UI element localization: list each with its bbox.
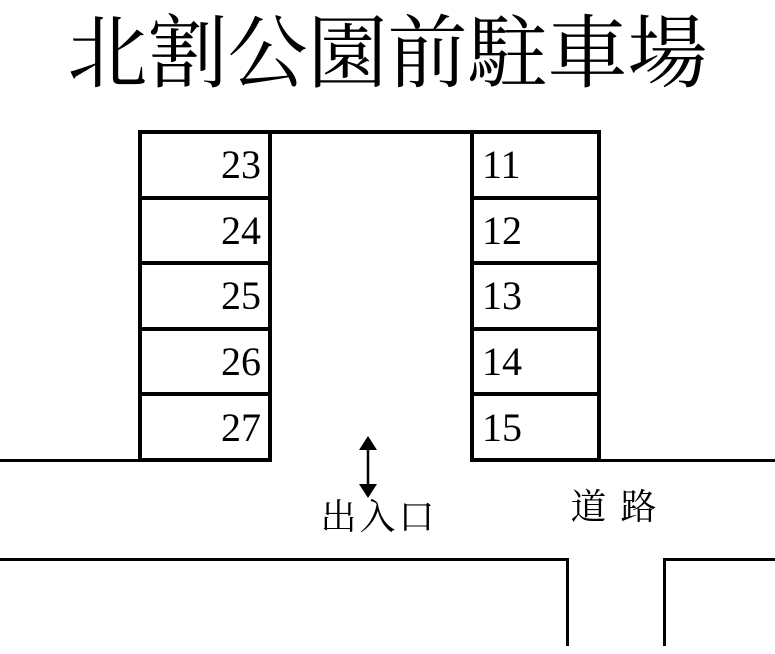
parking-space-14: 14: [474, 331, 597, 397]
parking-column-right: [470, 134, 601, 462]
road-label: 道 路: [570, 486, 659, 527]
road-edge-line-left: [0, 459, 140, 462]
road-lower-line-left: [0, 558, 569, 561]
road-lower-line-right: [663, 558, 775, 561]
entrance-arrow-icon: [352, 436, 384, 498]
parking-space-26: 26: [142, 331, 268, 397]
parking-space-24: 24: [142, 200, 268, 266]
entrance-exit-label: 出入口: [320, 496, 438, 537]
parking-space-13: 13: [474, 265, 597, 331]
parking-space-27: 27: [142, 396, 268, 462]
road-edge-line-right: [599, 459, 775, 462]
parking-space-15: 15: [474, 396, 597, 462]
parking-space-25: 25: [142, 265, 268, 331]
parking-space-12: 12: [474, 200, 597, 266]
parking-structure: [138, 130, 601, 462]
page-title: 北割公園前駐車場: [67, 9, 708, 98]
parking-column-left: [138, 134, 272, 462]
road-branch-line-right: [663, 558, 666, 646]
road-branch-line-left: [566, 558, 569, 646]
parking-space-11: 11: [474, 134, 597, 200]
parking-space-23: 23: [142, 134, 268, 200]
